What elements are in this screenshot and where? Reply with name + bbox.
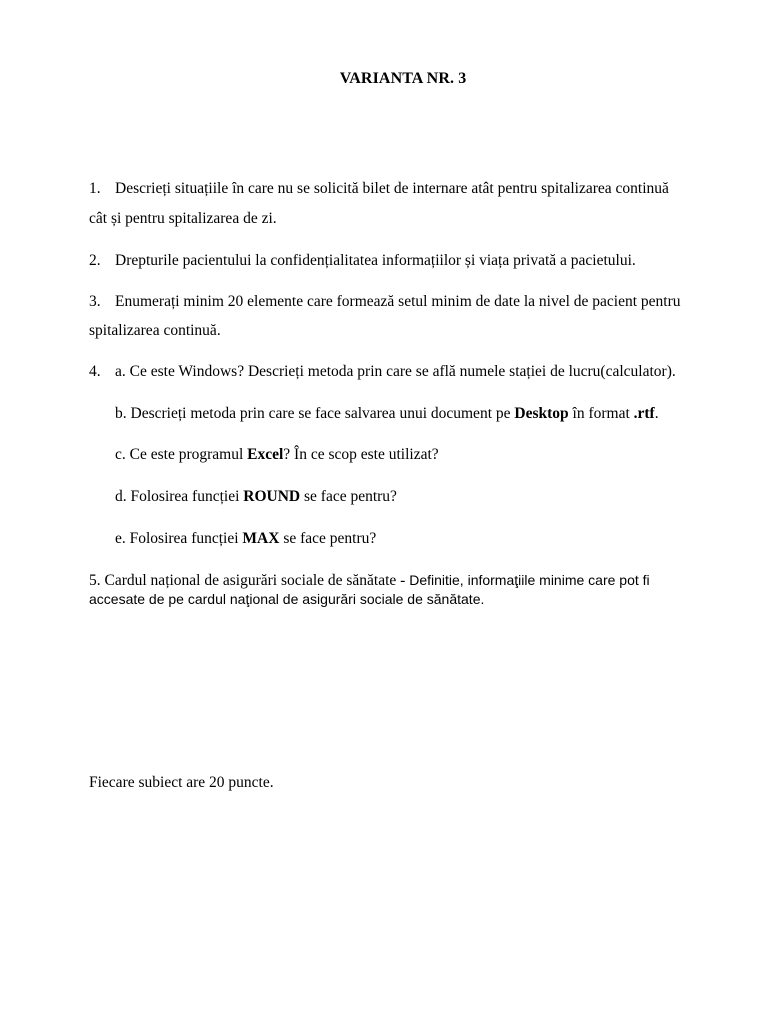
- question-1-line-1: [89, 180, 669, 198]
- question-5-title: Cardul național de asigurări sociale de sănătate -: [104, 572, 410, 589]
- question-4-number: 4.: [89, 363, 101, 380]
- question-4c-excel: Excel: [247, 446, 284, 463]
- question-5-line-2: accesate de pe cardul naţional de asigurări sociale de sănătate.: [89, 591, 485, 607]
- question-5-text: Definitie, informaţiile minime care pot fi: [409, 572, 650, 588]
- question-5-line-1: [89, 572, 650, 590]
- question-3-line-1: [89, 293, 681, 311]
- question-3-line-2: spitalizarea continuă.: [89, 322, 221, 339]
- question-2: [89, 252, 636, 270]
- question-1-line-2: cât și pentru spitalizarea de zi.: [89, 210, 277, 227]
- question-4e-text: e. Folosirea funcției: [115, 530, 243, 547]
- question-4e-max: MAX: [242, 530, 280, 547]
- question-4d-text-end: se face pentru?: [300, 488, 397, 505]
- question-2-text: Drepturile pacientului la confidențialitatea informațiilor și viața privată a pacietului.: [115, 252, 636, 269]
- page-title: VARIANTA NR. 3: [339, 70, 467, 87]
- question-4b-desktop: Desktop: [514, 405, 569, 422]
- question-4b-text-end: .: [654, 405, 659, 422]
- question-4a: a. Ce este Windows? Descrieți metoda prin care se află numele stației de lucru(calculator).: [115, 363, 676, 380]
- question-4b-rtf: .rtf: [633, 405, 655, 422]
- question-4c: [115, 446, 439, 464]
- question-1-number: 1.: [89, 180, 101, 197]
- question-1-text: Descrieți situațiile în care nu se solicită bilet de internare atât pentru spitalizarea continuă: [115, 180, 669, 197]
- question-4b-text-mid: în format: [568, 405, 634, 422]
- question-4c-text-end: ? În ce scop este utilizat?: [283, 446, 439, 463]
- question-5-number: 5.: [89, 572, 101, 589]
- question-4d: [115, 488, 397, 506]
- question-3-text: Enumerați minim 20 elemente care formează setul minim de date la nivel de pacient pentru: [115, 293, 681, 310]
- question-2-number: 2.: [89, 252, 101, 269]
- question-4c-text: c. Ce este programul: [115, 446, 248, 463]
- footer-note: Fiecare subiect are 20 puncte.: [89, 774, 274, 791]
- question-4e: [115, 530, 376, 548]
- question-4b: [115, 405, 659, 423]
- question-3-number: 3.: [89, 293, 101, 310]
- question-4d-text: d. Folosirea funcției: [115, 488, 244, 505]
- question-4d-round: ROUND: [243, 488, 301, 505]
- question-4b-text: b. Descrieți metoda prin care se face salvarea unui document pe: [115, 405, 515, 422]
- question-4e-text-end: se face pentru?: [279, 530, 377, 547]
